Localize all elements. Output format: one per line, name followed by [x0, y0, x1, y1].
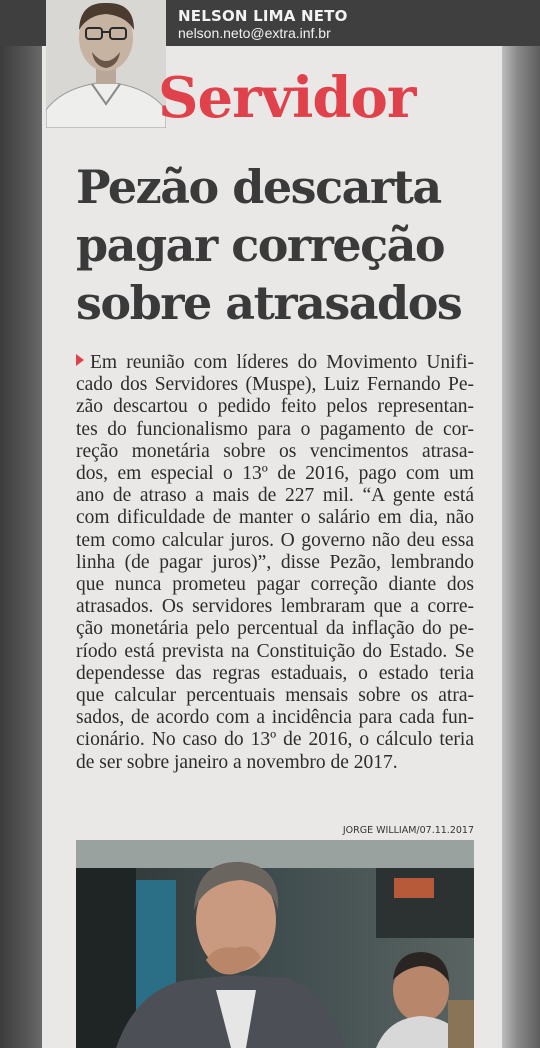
scan-left-edge	[0, 0, 42, 1048]
body-line: dependesse das regras estaduais, o estado teria	[76, 662, 474, 684]
body-line: ríodo está prevista na Constituição do Estado. Se	[76, 640, 474, 662]
body-line: reção monetária sobre os vencimentos atrasa-	[76, 440, 474, 462]
body-line: dos, em especial o 13º de 2016, pago com um	[76, 463, 474, 485]
body-line: que nunca prometeu pagar correção diante dos	[76, 574, 474, 596]
section-title: Servidor	[158, 65, 416, 131]
author-email: nelson.neto@extra.inf.br	[178, 25, 331, 41]
bullet-arrow-icon	[76, 354, 84, 366]
body-line: cado dos Servidores (Muspe), Luiz Fernando Pe-	[76, 374, 474, 396]
body-line: tes do funcionalismo para o pagamento de cor-	[76, 418, 474, 440]
body-line: com dificuldade de manter o salário em dia, não	[76, 507, 474, 529]
body-line: cionário. No caso do 13º de 2016, o cálculo teria	[76, 729, 474, 751]
body-line: tem como calcular juros. O governo não deu essa	[76, 529, 474, 551]
scan-right-edge	[502, 0, 540, 1048]
body-line: atrasados. Os servidores lembraram que a corre-	[76, 596, 474, 618]
headline	[76, 158, 496, 332]
headline-line: pagar correção	[76, 218, 445, 272]
body-line: ano de atraso a mais de 227 mil. “A gente está	[76, 485, 474, 507]
body-line: Em reunião com líderes do Movimento Unifi-	[76, 352, 474, 374]
body-line: zão descartou o pedido feito pelos representan-	[76, 396, 474, 418]
author-name: NELSON LIMA NETO	[178, 7, 348, 25]
body-line: linha (de pagar juros)”, disse Pezão, lembrando	[76, 551, 474, 573]
headline-line: sobre atrasados	[76, 276, 462, 330]
photo-credit: JORGE WILLIAM/07.11.2017	[342, 825, 474, 836]
author-photo	[46, 0, 166, 128]
body-line: ção monetária pelo percentual da inflação do pe-	[76, 618, 474, 640]
body-line: que calcular percentuais mensais sobre os atra-	[76, 685, 474, 707]
body-line: sados, de acordo com a incidência para cada fun-	[76, 707, 474, 729]
article-body	[76, 352, 474, 774]
body-line: de ser sobre janeiro a novembro de 2017.	[76, 751, 398, 773]
news-photo	[76, 840, 474, 1048]
headline-line: Pezão descarta	[76, 160, 441, 214]
